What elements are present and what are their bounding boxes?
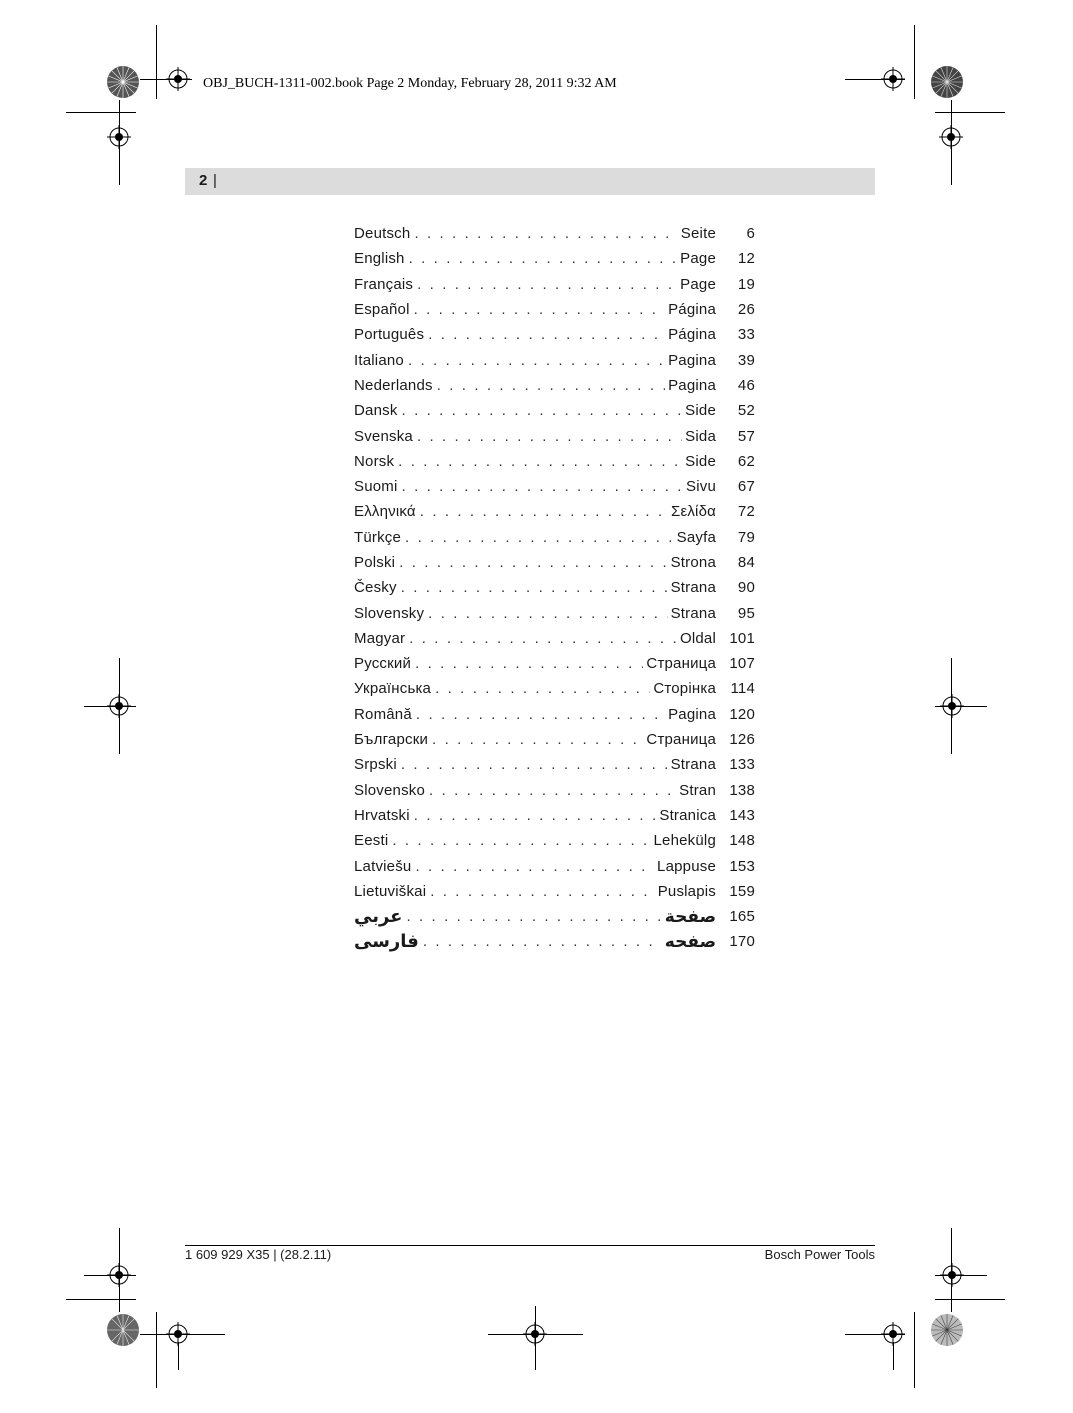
crop-mark [156, 1312, 157, 1388]
toc-page-number: 57 [737, 427, 755, 445]
toc-leader-dots [408, 352, 665, 369]
toc-page-word: Страница [646, 731, 716, 749]
toc-leader-dots [409, 250, 678, 267]
toc-entry[interactable] [354, 525, 755, 550]
toc-page-word: Σελίδα [670, 503, 716, 521]
toc-page-number: 84 [737, 554, 755, 571]
toc-entry[interactable] [354, 297, 755, 322]
toc-language: Slovensky [354, 604, 425, 622]
toc-page-number: 39 [737, 351, 755, 369]
toc-entry[interactable] [354, 752, 755, 777]
crop-mark [119, 100, 120, 185]
crop-mark [84, 1275, 136, 1276]
toc-language: Česky [354, 579, 397, 597]
toc-page-word: Sivu [686, 478, 716, 496]
toc-entry[interactable] [354, 929, 755, 954]
toc-page-number: 138 [729, 781, 755, 799]
toc-page-word: Strona [670, 554, 716, 571]
toc-page-word: Strana [670, 756, 716, 774]
toc-language: Español [354, 301, 410, 319]
toc-leader-dots [417, 276, 677, 293]
toc-language: Norsk [354, 452, 395, 470]
toc-page-word: Sida [685, 427, 716, 445]
toc-page-number: 114 [730, 680, 755, 698]
toc-language: Русский [354, 655, 412, 673]
crop-mark [935, 1299, 1005, 1300]
toc-leader-dots [428, 326, 665, 343]
toc-entry[interactable] [354, 651, 755, 676]
toc-entry[interactable] [354, 272, 755, 297]
toc-leader-dots [398, 453, 682, 470]
toc-entry[interactable] [354, 575, 755, 600]
color-rosette-icon [930, 1313, 964, 1347]
toc-page-number: 159 [729, 882, 755, 900]
toc-language: Français [354, 275, 414, 293]
crop-mark [914, 1312, 915, 1388]
toc-page-number: 62 [737, 452, 755, 470]
toc-leader-dots [414, 225, 677, 242]
toc-entry[interactable] [354, 373, 755, 398]
toc-leader-dots [437, 377, 665, 394]
crop-mark [140, 79, 192, 80]
toc-page-number: 19 [737, 275, 755, 293]
toc-language: Lietuviškai [354, 882, 427, 900]
page-number-separator: | [213, 172, 217, 189]
toc-entry[interactable] [354, 828, 755, 853]
color-rosette-icon [106, 65, 140, 99]
toc-language: Magyar [354, 629, 406, 647]
toc-entry[interactable] [354, 499, 755, 524]
toc-language: Hrvatski [354, 806, 410, 824]
toc-language: Latviešu [354, 857, 412, 875]
toc-leader-dots [432, 731, 643, 748]
toc-page-word: صفحة [664, 906, 716, 926]
toc-page-word: Сторінка [653, 680, 716, 698]
toc-entry[interactable] [354, 474, 755, 499]
crop-mark [845, 79, 905, 80]
toc-language: Polski [354, 554, 396, 571]
crop-mark [140, 1334, 225, 1335]
toc-entry[interactable] [354, 347, 755, 372]
toc-page-number: 72 [737, 503, 755, 521]
toc-entry[interactable] [354, 778, 755, 803]
toc-page-number: 6 [746, 225, 755, 243]
toc-page-number: 170 [729, 933, 755, 951]
toc-entry[interactable] [354, 322, 755, 347]
toc-language: Eesti [354, 832, 389, 850]
toc-page-word: Stranica [659, 806, 716, 824]
toc-leader-dots [430, 883, 654, 900]
toc-language: Ελληνικά [354, 503, 416, 521]
toc-leader-dots [428, 605, 667, 622]
toc-entry[interactable] [354, 904, 755, 929]
toc-leader-dots [405, 529, 674, 546]
toc-language: Українська [354, 680, 432, 698]
toc-language: Português [354, 326, 425, 344]
toc-page-number: 52 [737, 402, 755, 420]
toc-leader-dots [435, 680, 650, 697]
toc-page-word: Strana [670, 604, 716, 622]
file-header: OBJ_BUCH-1311-002.book Page 2 Monday, February 28, 2011 9:32 AM [203, 76, 617, 91]
toc-page-word: Lehekülg [653, 832, 716, 850]
toc-leader-dots [415, 655, 643, 672]
toc-language: Svenska [354, 427, 413, 445]
toc-language: Slovensko [354, 781, 426, 799]
toc-page-number: 120 [729, 705, 755, 723]
toc-page-word: Pagina [668, 376, 716, 394]
toc-leader-dots [429, 782, 676, 799]
crop-mark [935, 112, 1005, 113]
toc-page-number: 133 [729, 756, 755, 774]
toc-language: Deutsch [354, 225, 411, 243]
toc-page-number: 26 [737, 301, 755, 319]
toc-language: English [354, 250, 405, 268]
toc-leader-dots [406, 908, 661, 925]
toc-page-number: 79 [737, 528, 755, 546]
toc-entry[interactable] [354, 853, 755, 878]
crop-mark [66, 1299, 136, 1300]
toc-page-number: 95 [737, 604, 755, 622]
toc-entry[interactable] [354, 449, 755, 474]
toc-page-word: Página [668, 301, 716, 319]
toc-leader-dots [417, 428, 682, 445]
toc-page-number: 33 [737, 326, 755, 344]
toc-page-word: Puslapis [657, 882, 716, 900]
toc-leader-dots [402, 478, 683, 495]
toc-entry[interactable] [354, 702, 755, 727]
toc-language: Dansk [354, 402, 398, 420]
footer-rule [185, 1245, 875, 1246]
toc-page-word: Seite [680, 225, 716, 243]
toc-page-word: Side [685, 452, 716, 470]
toc-entry[interactable] [354, 879, 755, 904]
toc-language: Srpski [354, 756, 397, 774]
toc-page-word: Página [668, 326, 716, 344]
toc-page-number: 148 [729, 832, 755, 850]
footer-document-code: 1 609 929 X35 | (28.2.11) [185, 1247, 332, 1262]
crop-mark [935, 1275, 987, 1276]
toc-leader-dots [416, 706, 665, 723]
toc-page-word: Sayfa [676, 528, 716, 546]
toc-page-word: Oldal [679, 629, 716, 647]
crop-mark [156, 25, 157, 99]
crop-mark [893, 1342, 894, 1370]
toc-entry[interactable] [354, 423, 755, 448]
toc-language: فارسی [354, 931, 419, 952]
toc-leader-dots [399, 554, 667, 571]
footer-brand: Bosch Power Tools [764, 1247, 875, 1262]
toc-language: Български [354, 731, 429, 749]
color-rosette-icon [106, 1313, 140, 1347]
toc-leader-dots [415, 858, 654, 875]
toc-leader-dots [392, 832, 650, 849]
toc-page-word: Page [680, 250, 716, 268]
toc-page-word: Strana [670, 579, 716, 597]
toc-page-word: Stran [679, 781, 716, 799]
toc-entry[interactable] [354, 246, 755, 271]
crop-mark [66, 112, 136, 113]
toc-language: عربي [354, 906, 403, 927]
toc-page-word: Страница [646, 655, 716, 673]
toc-entry[interactable] [354, 550, 755, 575]
toc-page-number: 101 [729, 629, 755, 647]
toc-leader-dots [414, 807, 657, 824]
toc-language: Nederlands [354, 376, 433, 394]
toc-leader-dots [414, 301, 665, 318]
toc-page-number: 126 [729, 731, 755, 749]
toc-page-word: Lappuse [657, 857, 716, 875]
crop-mark [84, 706, 136, 707]
toc-entry[interactable] [354, 398, 755, 423]
toc-leader-dots [409, 630, 677, 647]
toc-entry[interactable] [354, 727, 755, 752]
toc-page-number: 12 [737, 250, 755, 268]
toc-entry[interactable] [354, 626, 755, 651]
toc-page-number: 67 [737, 478, 755, 496]
toc-entry[interactable] [354, 676, 755, 701]
toc-language: Română [354, 705, 412, 723]
toc-page-word: صفحه [664, 931, 716, 951]
toc-language: Türkçe [354, 528, 402, 546]
toc-page-number: 46 [737, 376, 755, 394]
toc-leader-dots [402, 402, 683, 419]
page-number: 2 [199, 172, 208, 189]
toc-leader-dots [423, 933, 662, 950]
toc-page-word: Side [685, 402, 716, 420]
page-number-band [185, 168, 875, 195]
toc-page-number: 153 [729, 857, 755, 875]
toc-leader-dots [401, 756, 668, 773]
toc-page-number: 90 [737, 579, 755, 597]
toc-language: Italiano [354, 351, 404, 369]
crop-mark [845, 1334, 905, 1335]
toc-language: Suomi [354, 478, 398, 496]
toc-page-word: Pagina [668, 705, 716, 723]
crop-mark [935, 706, 987, 707]
toc-page-number: 143 [729, 806, 755, 824]
crop-mark [535, 1306, 536, 1370]
toc-entry[interactable] [354, 600, 755, 625]
toc-page-word: Pagina [668, 351, 716, 369]
color-rosette-icon [930, 65, 964, 99]
crop-mark [951, 100, 952, 185]
toc-entry[interactable] [354, 221, 755, 246]
toc-page-number: 107 [729, 655, 755, 673]
crop-mark [178, 1342, 179, 1370]
toc-leader-dots [420, 503, 668, 520]
toc-page-number: 165 [729, 908, 755, 926]
crop-mark [914, 25, 915, 99]
toc-entry[interactable] [354, 803, 755, 828]
toc-leader-dots [401, 579, 668, 596]
table-of-contents [354, 221, 755, 955]
toc-page-word: Page [680, 275, 716, 293]
